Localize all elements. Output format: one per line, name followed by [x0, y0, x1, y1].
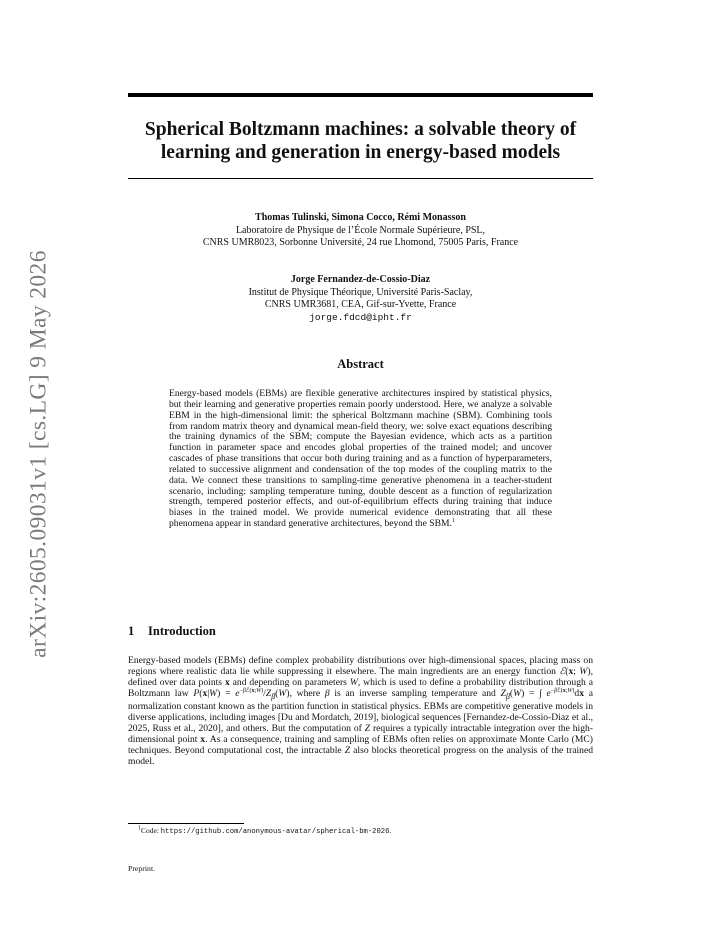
footnote-marker[interactable]: 1 — [451, 517, 455, 524]
footnote-end: . — [389, 826, 392, 835]
author-names: Thomas Tulinski, Simona Cocco, Rémi Monasson — [255, 212, 466, 223]
author-email[interactable]: jorge.fdcd@ipht.fr — [309, 311, 412, 323]
code-url-link[interactable]: https://github.com/anonymous-avatar/spherical-bm-2026 — [160, 828, 390, 836]
footnote-number: 1 — [138, 825, 141, 832]
author-affiliation: Laboratoire de Physique de l’École Normale Supérieure, PSL, — [235, 224, 486, 236]
section-heading — [128, 624, 216, 639]
arxiv-identifier-stamp: arXiv:2605.09031v1 [cs.LG] 9 May 2026 — [25, 250, 52, 658]
author-affiliation: CNRS UMR3681, CEA, Gif-sur-Yvette, France — [264, 299, 457, 310]
section-title: Introduction — [148, 624, 216, 638]
abstract-text: Energy-based models (EBMs) are flexible generative architectures inspired by statistical physics, but their learning and generative properties remain poorly understood. Here, we analyze a solvable EBM in the high-dimensional limit: the spherical Boltzmann machine (SBM). Combining tools from random matrix theory and dynamical mean-field theory, we: solve exact equations describing the training dynamics of the SBM; compute the Bayesian evidence, which acts as a partition function in parameter space and encodes global properties of the trained model; and uncover cascades of phase transitions that occur both during training and as a function of hyperparameters, related to successive alignment and condensation of the top modes of the coupling matrix to the data. We connect these transitions to sampling-time generative phenomena in a teacher-student scenario, including: sampling temperature tuning, double descent as a function of regularization strength, tempered posterior effects, and out-of-equilibrium effects during training that induce biases in the trained model. We provide numerical evidence demonstrating that all these phenomena appear in standard generative architectures, beyond the SBM. — [169, 388, 552, 530]
title-bottom-rule — [128, 178, 593, 179]
preprint-label: Preprint. — [128, 864, 156, 873]
section-number: 1 — [128, 624, 135, 638]
footnote-rule — [128, 823, 244, 824]
title-top-rule — [128, 93, 593, 97]
introduction-paragraph: Energy-based models (EBMs) define complex probability distributions over high-dimensional spaces, placing mass on regions where realistic data lie while suppressing it elsewhere. The main ingredients are an energy function ℰ(x; W), defined over data points x and depending on parameters W, which is used to define a probability distribution through a Boltzmann law $P(x|W) = e^{-\beta ℰ(x;W)}/Z_\beta(W)$, where β is an inverse sampling temperature and $Z_\beta(W)$ = ∫ $e^{-\beta ℰ(x;W)}dx$ a normalization constant known as the partition function in statistical physics. EBMs are competitive generative models in diverse applications, including images [Du and Mordatch, 2019], biological sequences [Fernandez-de-Cossio-Diaz et al., 2025, Russ et al., 2020], and others. But the computation of Z requires a typically intractable integration over the high-dimensional point x. As a consequence, training and sampling of EBMs often relies on approximate Monte Carlo (MC) techniques. Beyond computational cost, the intractable Z also blocks theoretical progress on the analysis of the trained model. — [128, 655, 593, 767]
footnote-label: Code: — [141, 826, 161, 835]
abstract-heading: Abstract — [337, 357, 384, 371]
paper-title: Spherical Boltzmann machines: a solvable theory of learning and generation in energy-based models — [144, 119, 577, 163]
author-names: Jorge Fernandez-de-Cossio-Diaz — [290, 274, 431, 285]
author-affiliation: Institut de Physique Théorique, Université Paris-Saclay, — [248, 286, 473, 298]
author-block-1 — [128, 212, 593, 250]
footnote — [138, 826, 391, 836]
abstract-body — [169, 389, 552, 530]
author-affiliation: CNRS UMR8023, Sorbonne Université, 24 rue Lhomond, 75005 Paris, France — [202, 237, 519, 248]
author-block-2 — [128, 274, 593, 324]
